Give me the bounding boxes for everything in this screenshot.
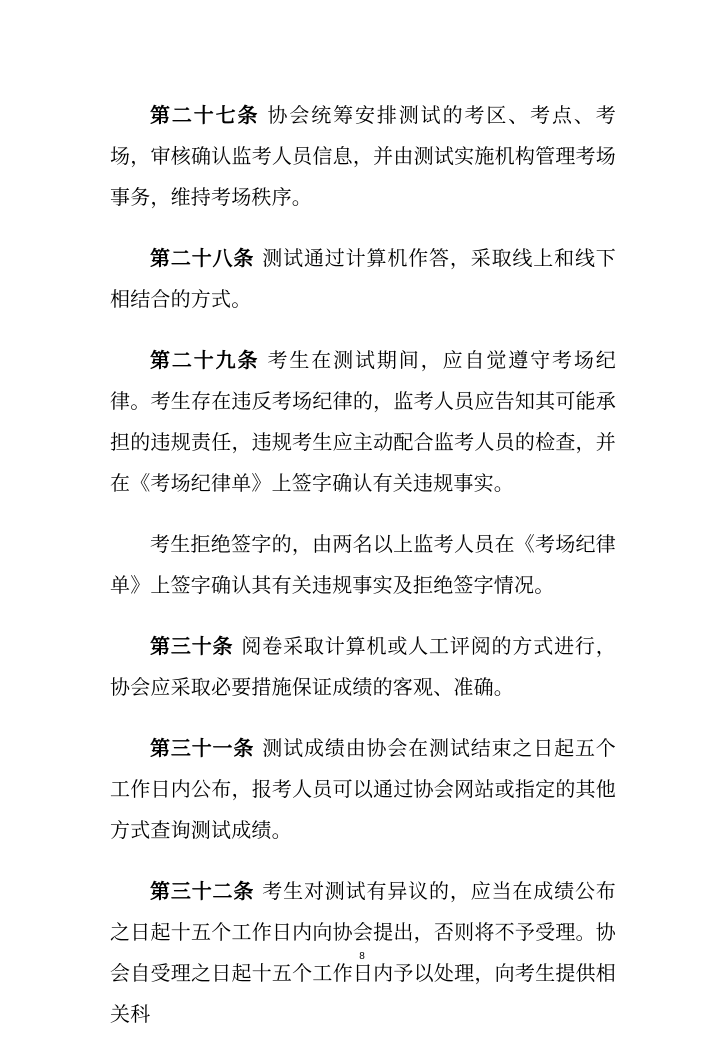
document-body bbox=[110, 95, 616, 1055]
article-text: 阅卷采取计算机或人工评阅的方式进行，协会应采取必要措施保证成绩的客观、准确。 bbox=[110, 634, 616, 699]
article-30 bbox=[110, 626, 616, 708]
article-number: 第三十一条 bbox=[150, 736, 255, 760]
article-text: 考生拒绝签字的，由两名以上监考人员在《考场纪律单》上签字确认其有关违规事实及拒绝签字情况。 bbox=[110, 532, 616, 597]
article-text: 测试成绩由协会在测试结束之日起五个工作日内公布，报考人员可以通过协会网站或指定的其他方式查询测试成绩。 bbox=[110, 736, 617, 842]
article-29-paragraph-2 bbox=[110, 524, 616, 606]
article-text: 测试通过计算机作答，采取线上和线下相结合的方式。 bbox=[110, 246, 617, 311]
article-number: 第二十九条 bbox=[150, 348, 260, 372]
article-29 bbox=[110, 340, 616, 504]
article-number: 第三十条 bbox=[150, 634, 234, 658]
article-number: 第二十七条 bbox=[150, 103, 260, 127]
article-number: 第三十二条 bbox=[150, 879, 255, 903]
article-number: 第二十八条 bbox=[150, 246, 255, 270]
article-text: 协会统筹安排测试的考区、考点、考场，审核确认监考人员信息，并由测试实施机构管理考场事务，维持考场秩序。 bbox=[110, 103, 617, 209]
article-28 bbox=[110, 238, 616, 320]
article-text: 考生对测试有异议的，应当在成绩公布之日起十五个工作日内向协会提出，否则将不予受理。协会自受理之日起十五个工作日内予以处理，向考生提供相关科 bbox=[110, 879, 617, 1026]
page-number: 8 bbox=[359, 951, 365, 962]
article-31 bbox=[110, 728, 616, 851]
article-27 bbox=[110, 95, 616, 218]
article-text: 考生在测试期间，应自觉遵守考场纪律。考生存在违反考场纪律的，监考人员应告知其可能承担的违规责任，违规考生应主动配合监考人员的检查，并在《考场纪律单》上签字确认有关违规事实。 bbox=[110, 348, 617, 495]
